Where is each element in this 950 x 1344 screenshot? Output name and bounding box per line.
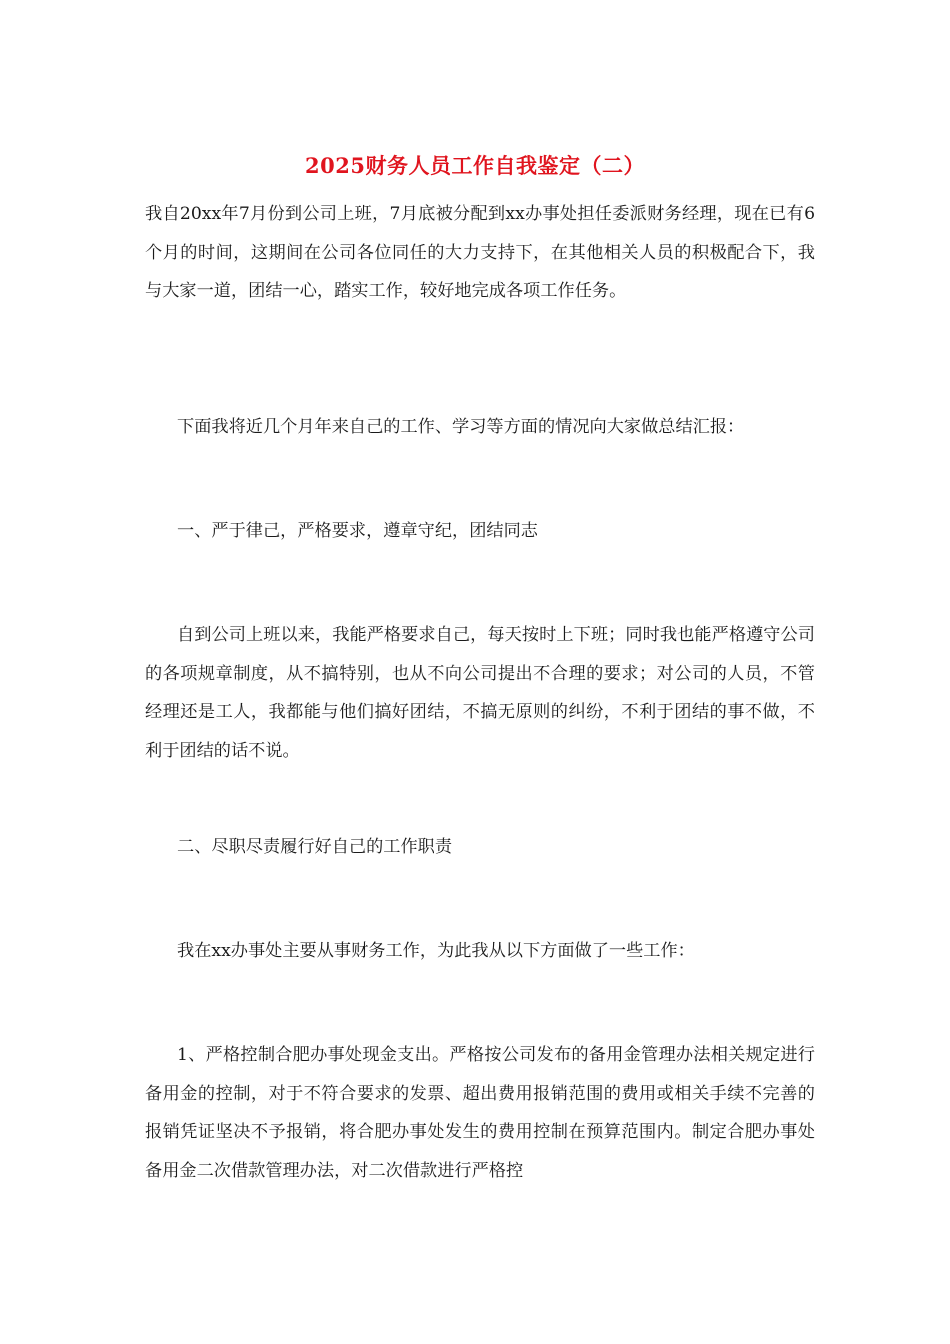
document-title: 2025财务人员工作自我鉴定（二） <box>305 153 645 178</box>
paragraph-discipline: 自到公司上班以来，我能严格要求自己，每天按时上下班；同时我也能严格遵守公司的各项规章制度，从不搞特别，也从不向公司提出不合理的要求；对公司的人员，不管经理还是工人，我都能与他们搞好团结，不搞无原则的纠纷，不利于团结的事不做，不利于团结的话不说。 <box>145 625 815 761</box>
paragraph-intro: 我自20xx年7月份到公司上班，7月底被分配到xx办事处担任委派财务经理，现在已有6个月的时间，这期间在公司各位同任的大力支持下，在其他相关人员的积极配合下，我与大家一道，团结一心，踏实工作，较好地完成各项工作任务。 <box>145 204 815 301</box>
paragraph-work-intro: 我在xx办事处主要从事财务工作，为此我从以下方面做了一些工作： <box>177 941 695 961</box>
section-heading-2: 二、尽职尽责履行好自己的工作职责 <box>177 837 453 857</box>
section-heading-1: 一、严于律己，严格要求，遵章守纪，团结同志 <box>177 521 538 541</box>
list-item-1: 1、严格控制合肥办事处现金支出。严格按公司发布的备用金管理办法相关规定进行备用金的控制，对于不符合要求的发票、超出费用报销范围的费用或相关手续不完善的报销凭证坚决不予报销，将合肥办事处发生的费用控制在预算范围内。制定合肥办事处备用金二次借款管理办法，对二次借款进行严格控 <box>145 1045 815 1181</box>
paragraph-summary: 下面我将近几个月年来自己的工作、学习等方面的情况向大家做总结汇报： <box>177 417 745 437</box>
